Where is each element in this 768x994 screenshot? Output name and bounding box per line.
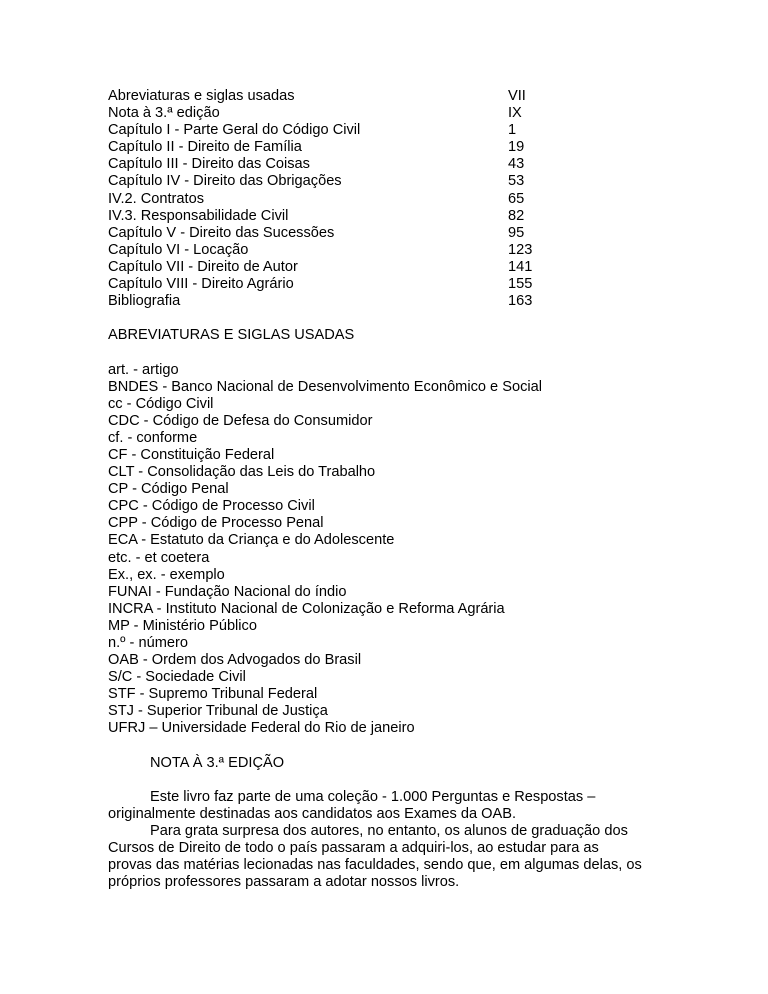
abbreviation-item: CF - Constituição Federal [108, 446, 275, 463]
toc-row [108, 122, 708, 139]
toc-row [108, 276, 708, 293]
toc-row [108, 105, 708, 122]
toc-row [108, 156, 708, 173]
abbreviation-item: CLT - Consolidação das Leis do Trabalho [108, 464, 376, 481]
toc-title: Capítulo VII - Direito de Autor [108, 258, 298, 275]
abbreviations-heading: ABREVIATURAS E SIGLAS USADAS [108, 327, 355, 344]
toc-page-number: VII [508, 88, 526, 104]
abbreviation-item: CP - Código Penal [108, 481, 229, 498]
abbreviation-item: OAB - Ordem dos Advogados do Brasil [108, 652, 362, 669]
toc-title: Capítulo V - Direito das Sucessões [108, 224, 335, 241]
toc-row [108, 259, 708, 276]
abbreviation-item: art. - artigo [108, 361, 179, 378]
note-paragraph: Este livro faz parte de uma coleção - 1.000 Perguntas e Respostas – originalmente destinadas aos candidatos aos Exames da OAB. [108, 788, 596, 822]
abbreviation-item: n.º - número [108, 635, 188, 651]
abbreviation-item: BNDES - Banco Nacional de Desenvolvimento Econômico e Social [108, 378, 542, 395]
toc-row [108, 173, 708, 190]
toc-page-number: 95 [508, 224, 525, 241]
table-of-contents [108, 88, 708, 310]
toc-row [108, 293, 708, 310]
note-body [108, 789, 708, 892]
toc-row [108, 242, 708, 259]
abbreviation-item: STF - Supremo Tribunal Federal [108, 686, 318, 703]
toc-row [108, 191, 708, 208]
toc-page-number: 123 [508, 241, 533, 258]
abbreviation-item: cc - Código Civil [108, 395, 214, 412]
abbreviations-list [108, 362, 708, 738]
toc-page-number: 155 [508, 276, 533, 293]
abbreviation-item: ECA - Estatuto da Criança e do Adolescente [108, 532, 395, 549]
toc-title: Nota à 3.ª edição [108, 105, 220, 122]
toc-page-number: 53 [508, 173, 525, 190]
toc-row [108, 139, 708, 156]
abbreviation-item: STJ - Superior Tribunal de Justiça [108, 703, 328, 720]
abbreviation-item: MP - Ministério Público [108, 617, 257, 634]
toc-row [108, 208, 708, 225]
toc-page-number: 19 [508, 139, 525, 156]
abbreviation-item: UFRJ – Universidade Federal do Rio de janeiro [108, 720, 415, 737]
abbreviation-item: etc. - et coetera [108, 549, 210, 566]
toc-page-number: 163 [508, 293, 533, 310]
note-heading: NOTA À 3.ª EDIÇÃO [150, 754, 285, 771]
toc-page-number: 65 [508, 190, 525, 207]
abbreviation-item: CPC - Código de Processo Civil [108, 498, 315, 515]
toc-title: Capítulo IV - Direito das Obrigações [108, 173, 342, 190]
toc-title: IV.3. Responsabilidade Civil [108, 207, 289, 224]
toc-page-number: 141 [508, 258, 533, 275]
abbreviation-item: INCRA - Instituto Nacional de Colonização e Reforma Agrária [108, 600, 505, 617]
toc-title: Abreviaturas e siglas usadas [108, 88, 295, 104]
abbreviation-item: Ex., ex. - exemplo [108, 566, 225, 583]
toc-page-number: 1 [508, 122, 517, 139]
toc-page-number: 82 [508, 207, 525, 224]
toc-row [108, 225, 708, 242]
toc-title: Capítulo VI - Locação [108, 241, 249, 258]
document-page [108, 88, 708, 891]
toc-title: Capítulo III - Direito das Coisas [108, 156, 310, 173]
abbreviation-item: cf. - conforme [108, 429, 198, 446]
toc-page-number: IX [508, 105, 522, 122]
toc-title: Capítulo I - Parte Geral do Código Civil [108, 122, 361, 139]
toc-row [108, 88, 708, 105]
abbreviation-item: FUNAI - Fundação Nacional do índio [108, 583, 347, 600]
note-paragraph: Para grata surpresa dos autores, no entanto, os alunos de graduação dos Cursos de Direito de todo o país passaram a adquiri-los, ao estudar para as provas das matérias lecionadas nas faculdades, sendo que, em algumas delas, os próprios professores passaram a adotar nossos livros. [108, 823, 642, 891]
abbreviation-item: CPP - Código de Processo Penal [108, 515, 324, 532]
toc-title: IV.2. Contratos [108, 190, 204, 207]
toc-title: Capítulo II - Direito de Família [108, 139, 302, 156]
abbreviation-item: S/C - Sociedade Civil [108, 669, 246, 686]
toc-title: Capítulo VIII - Direito Agrário [108, 276, 294, 293]
toc-page-number: 43 [508, 156, 525, 173]
abbreviation-item: CDC - Código de Defesa do Consumidor [108, 412, 373, 429]
toc-title: Bibliografia [108, 293, 181, 310]
